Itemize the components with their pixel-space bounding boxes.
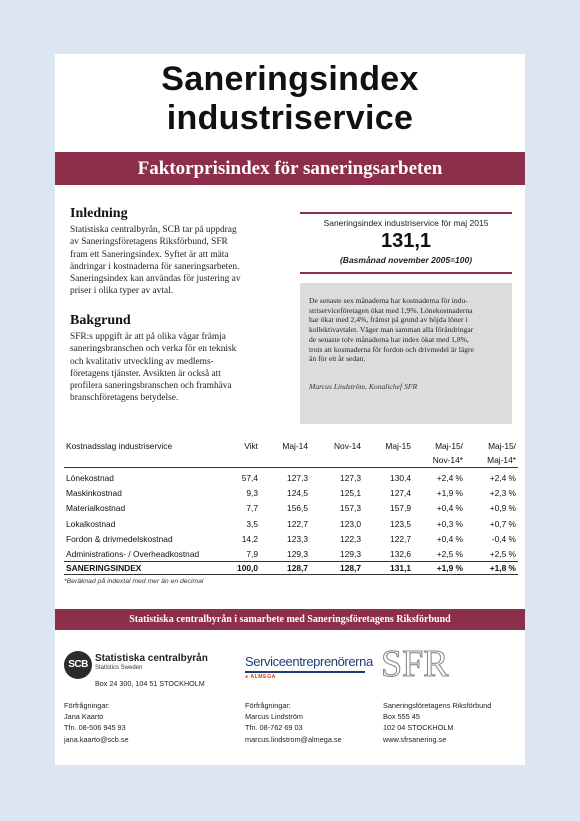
text-line: De senaste sex månaderna har kostnaderna för indu- <box>309 296 468 305</box>
contact-line: Marcus Lindström <box>245 712 303 722</box>
table-cell: +2,5 % <box>489 549 516 560</box>
index-base-note: (Basmånad november 2005=100) <box>339 255 473 265</box>
column-header: Maj-14 <box>282 441 308 451</box>
scb-logo <box>64 651 214 691</box>
table-cell: 131,1 <box>390 563 411 574</box>
table-cell: 3,5 <box>246 518 258 529</box>
subtitle-band: Faktorprisindex för saneringsarbeten <box>55 152 525 185</box>
table-cell: 157,3 <box>340 503 361 514</box>
table-cell: -0,4 % <box>491 534 516 545</box>
table-cell: 7,9 <box>246 549 258 560</box>
collaboration-band: Statistiska centralbyrån i samarbete med Saneringsföretagens Riksförbund <box>55 609 525 630</box>
table-cell: 157,9 <box>390 503 411 514</box>
table-cell: 9,3 <box>246 488 258 499</box>
table-cell: 124,5 <box>287 488 308 499</box>
index-caption: Saneringsindex industriservice för maj 2015 <box>323 218 489 228</box>
table-cell: 129,3 <box>340 549 361 560</box>
table-cell: +2,4 % <box>436 473 463 484</box>
se-logo-subtitle: ● ALMEGA <box>245 673 276 680</box>
table-row <box>64 501 518 516</box>
table-cell: 14,2 <box>241 534 258 545</box>
text-line: har ökat med 2,4%, främst på grund av höjda löner i <box>309 315 468 325</box>
contact-block-sfr <box>383 700 491 745</box>
table-cell: +0,3 % <box>436 518 463 529</box>
text-line: saneringsbranschen och verka för en teknisk <box>70 344 237 355</box>
table-footnote: *Beräknad på indextal med mer än en decimal <box>64 578 204 585</box>
table-cell: 122,7 <box>390 534 411 545</box>
table-cell: +1,8 % <box>489 563 516 574</box>
contact-line: Tfn. 08-506 945 93 <box>64 723 126 733</box>
table-cell: 156,5 <box>287 503 308 514</box>
table-cell: 128,7 <box>287 563 308 574</box>
table-cell: +1,9 % <box>436 563 463 574</box>
scb-address: Box 24 300, 104 51 STOCKHOLM <box>95 679 205 688</box>
table-cell: 128,7 <box>340 563 361 574</box>
title-line-2: industriservice <box>166 99 414 137</box>
table-cell: 123,0 <box>340 518 361 529</box>
text-line: av Saneringsföretagens Riksförbund, SFR <box>70 237 228 248</box>
table-cell: 132,6 <box>390 549 411 560</box>
page-title <box>55 60 525 138</box>
contact-line: Saneringsföretagens Riksförbund <box>383 701 492 710</box>
table-cell: +0,7 % <box>489 518 516 529</box>
scb-logo-mark: SCB <box>64 651 92 679</box>
text-line: Saneringsindex kan användas för justering av <box>70 274 241 285</box>
table-cell: +0,4 % <box>436 534 463 545</box>
text-line: ändringar i kostnaderna för saneringsarbeten. <box>70 261 240 272</box>
column-header: Maj-15 <box>385 441 411 451</box>
contact-block-scb <box>64 700 129 745</box>
column-header: Maj-15/ Maj-14* <box>487 441 516 465</box>
contact-line: Jana Kaarto <box>64 712 104 722</box>
table-cell: +2,5 % <box>436 549 463 560</box>
section-text-bakgrund <box>70 331 285 405</box>
table-cell: SANERINGSINDEX <box>66 563 142 574</box>
text-line: Statistiska centralbyrån, SCB tar på uppdrag <box>70 225 237 235</box>
commentary-box <box>300 283 512 424</box>
table-cell: 127,3 <box>287 473 308 484</box>
table-cell: 123,3 <box>287 534 308 545</box>
text-line: priser i olika typer av avtal. <box>70 286 174 297</box>
contact-line: Box 555 45 <box>383 712 420 722</box>
table-cell: Lokalkostnad <box>66 518 116 529</box>
title-line-1: Saneringsindex <box>161 60 419 98</box>
table-row <box>64 516 518 531</box>
text-line: branschföretagens betydelse. <box>70 393 179 404</box>
column-header: Kostnadsslag industriservice <box>66 441 173 451</box>
contact-line: 102 04 STOCKHOLM <box>383 723 454 733</box>
table-header-row <box>64 439 518 468</box>
table-cell: Maskinkostnad <box>66 488 122 499</box>
contact-website[interactable]: www.sfrsanering.se <box>383 734 447 744</box>
index-value: 131,1 <box>380 230 432 252</box>
table-cell: Materialkostnad <box>66 503 126 514</box>
text-line: profilera saneringsbranschen och framhäva <box>70 381 232 392</box>
contact-line: Förfrågningar: <box>64 701 110 710</box>
text-line: trots att kostnaderna för fordon och drivmedel är lägre <box>309 344 474 354</box>
table-cell: 129,3 <box>287 549 308 560</box>
scb-logo-name: Statistiska centralbyrån <box>95 653 208 664</box>
table-cell: +0,4 % <box>436 503 463 514</box>
commentary-text <box>309 296 504 364</box>
text-line: fram ett Saneringsindex. Syftet är att mäta <box>70 249 229 260</box>
table-cell: +1,9 % <box>436 488 463 499</box>
se-logo-underline <box>245 671 365 673</box>
table-row <box>64 468 518 486</box>
index-table <box>64 439 518 575</box>
text-line: och kvalitativ utveckling av medlems- <box>70 356 214 367</box>
text-line: de senaste tolv månaderna har index ökat med 1,8%, <box>309 334 469 344</box>
table-cell: +2,3 % <box>489 488 516 499</box>
table-cell: 100,0 <box>237 563 258 574</box>
table-total-row <box>64 562 518 575</box>
document-page <box>55 54 525 765</box>
commentary-signature: Marcus Lindström, Konalichef SFR <box>309 381 418 391</box>
table-row <box>64 486 518 501</box>
contact-line: Tfn. 08-762 69 03 <box>245 723 303 733</box>
table-cell: 57,4 <box>241 473 258 484</box>
table-cell: +0,9 % <box>489 503 516 514</box>
column-header: Vikt <box>244 441 258 451</box>
sfr-logo: SFR <box>381 643 449 685</box>
table-row <box>64 531 518 546</box>
table-cell: 130,4 <box>390 473 411 484</box>
table-cell: 122,7 <box>287 518 308 529</box>
table-cell: 122,3 <box>340 534 361 545</box>
text-line: företagens tjänster. Avsikten är också att <box>70 368 221 379</box>
contact-email[interactable]: marcus.lindstrom@almega.se <box>245 734 342 744</box>
table-cell: Lönekostnad <box>66 473 114 484</box>
table-cell: 7,7 <box>246 503 258 514</box>
text-line: SFR:s uppgift är att på olika vägar främja <box>70 332 226 342</box>
serviceentreprenorerna-logo <box>245 654 373 682</box>
table-cell: 127,3 <box>340 473 361 484</box>
section-heading-bakgrund: Bakgrund <box>70 313 131 328</box>
table-cell: 123,5 <box>390 518 411 529</box>
contact-email[interactable]: jana.kaarto@scb.se <box>64 734 129 744</box>
table-cell: Administrations- / Overheadkostnad <box>66 549 200 560</box>
text-line: striserviceföretagen ökat med 1,9%. Lönekostnaderna <box>309 305 473 315</box>
column-header: Nov-14 <box>334 441 361 451</box>
table-cell: 127,4 <box>390 488 411 499</box>
se-logo-name: Serviceentreprenörerna <box>245 654 373 669</box>
section-heading-inledning: Inledning <box>70 206 128 221</box>
table-cell: +2,4 % <box>489 473 516 484</box>
contact-line: Förfrågningar: <box>245 701 291 710</box>
scb-logo-subtitle: Statistics Sweden <box>95 665 143 671</box>
contact-block-almega <box>245 700 342 745</box>
section-text-inledning <box>70 224 285 298</box>
table-cell: Fordon & drivmedelskostnad <box>66 534 173 545</box>
column-header: Maj-15/ Nov-14* <box>432 441 463 465</box>
text-line: än för ett år sedan. <box>309 354 366 364</box>
index-summary-box <box>300 212 512 274</box>
text-line: kollektivavtalet. Väger man samman alla förändringar <box>309 325 474 335</box>
table-row <box>64 547 518 562</box>
table-cell: 125,1 <box>340 488 361 499</box>
